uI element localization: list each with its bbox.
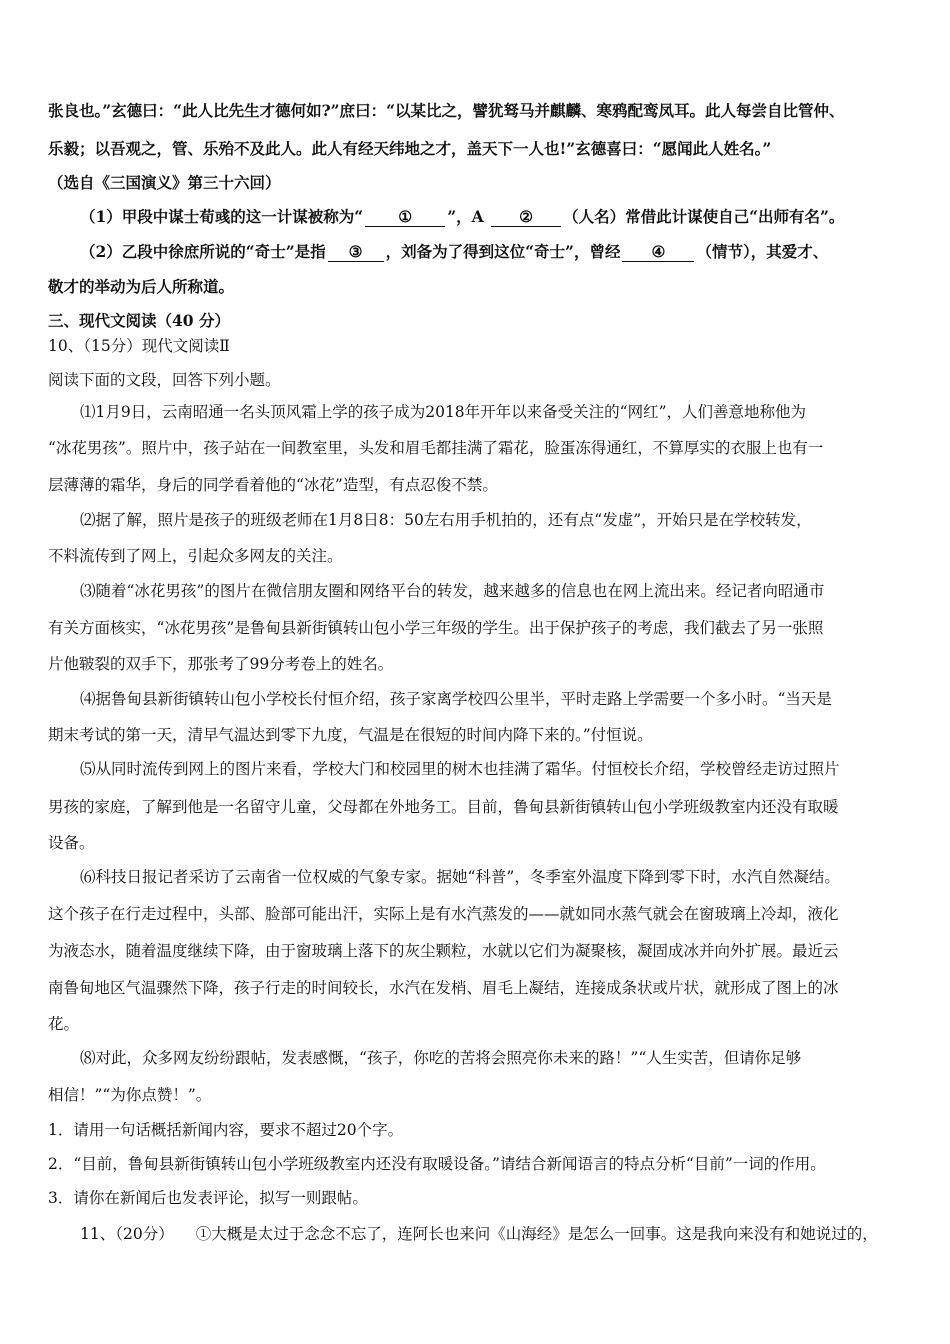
q1-text-c: （人名）常借此计谋使自己“出师有名”。	[563, 207, 845, 226]
paragraph-1-line: “冰花男孩”。照片中，孩子站在一间教室里，头发和眉毛都挂满了霜花，脸蛋冻得通红，不算厚实的衣服上也有一	[48, 439, 824, 457]
paragraph-5-line: 男孩的家庭，了解到他是一名留守儿童，父母都在外地务工。目前，鲁甸县新街镇转山包小学班级教室内还没有取暖	[48, 798, 839, 816]
paragraph-6-line: 为液态水，随着温度继续下降，由于窗玻璃上落下的灰尘颗粒，水就以它们为凝聚核，凝固成冰并向外扩展。最近云	[48, 942, 839, 960]
q2-text-b: ，刘备为了得到这位“奇士”，曾经	[385, 242, 621, 261]
question-item: 2．“目前，鲁甸县新街镇转山包小学班级教室内还没有取暖设备。”请结合新闻语言的特点分析“目前”一词的作用。	[48, 1155, 826, 1173]
passage-line: 乐毅；以吾观之，管、乐殆不及此人。此人有经天纬地之才，盖天下一人也!”玄德喜曰：“愿闻此人姓名。”	[48, 139, 772, 158]
question-item: 3．请你在新闻后也发表评论，拟写一则跟帖。	[48, 1189, 368, 1207]
paragraph-4-line: 期末考试的第一天，清早气温达到零下九度，气温是在很短的时间内降下来的。”付恒说。	[48, 726, 653, 744]
section-heading: 三、现代文阅读（40 分）	[48, 311, 230, 330]
paragraph-3-line: ⑶随着“冰花男孩”的图片在微信朋友圈和网络平台的转发，越来越多的信息也在网上流出来。经记者向昭通市	[80, 582, 825, 600]
question-10-header: 10、（15分）现代文阅读Ⅱ	[48, 337, 230, 355]
paragraph-6-line: 南鲁甸地区气温骤然下降，孩子行走的时间较长，水汽在发梢、眉毛上凝结，连接成条状或片状，就形成了图上的冰	[48, 979, 839, 997]
paragraph-6-line: 花。	[48, 1015, 80, 1033]
paragraph-8-line: ⑻对此，众多网友纷纷跟帖，发表感慨，“孩子，你吃的苦将会照亮你未来的路！”“人生实苦，但请你足够	[80, 1049, 802, 1067]
blank-2: ②	[491, 208, 561, 227]
paragraph-3-line: 有关方面核实，“冰花男孩”是鲁甸县新街镇转山包小学三年级的学生。出于保护孩子的考虑，我们截去了另一张照	[48, 619, 824, 637]
sub-question-2-cont: 敬才的举动为后人所称道。	[48, 277, 235, 296]
blank-1: ①	[365, 208, 445, 227]
q1-text-a: （1）甲段中谋士荀彧的这一计谋被称为“	[80, 207, 364, 226]
paragraph-2-line: ⑵据了解，照片是孩子的班级老师在1月8日8：50左右用手机拍的，还有点“发虚”，开始只是在学校转发，	[80, 511, 812, 529]
paragraph-1-line: 层薄薄的霜华，身后的同学看着他的“冰花”造型，有点忍俊不禁。	[48, 476, 498, 494]
blank-3: ③	[328, 243, 384, 262]
q2-text-c: （情节），其爱才、	[696, 242, 829, 261]
paragraph-5-line: 设备。	[48, 834, 95, 852]
q1-text-b: ”，A	[447, 207, 484, 226]
paragraph-6-line: 这个孩子在行走过程中，头部、脸部可能出汗，实际上是有水汽蒸发的——就如同水蒸气就会在窗玻璃上冷却，液化	[48, 905, 839, 923]
question-11	[80, 1223, 910, 1245]
paragraph-3-line: 片他皲裂的双手下，那张考了99分考卷上的姓名。	[48, 655, 394, 673]
paragraph-1-line: ⑴1月9日，云南昭通一名头顶风霜上学的孩子成为2018年开年以来备受关注的“网红”，人们善意地称他为	[80, 403, 807, 421]
q2-text-a: （2）乙段中徐庶所说的“奇士”是指	[80, 242, 326, 261]
paragraph-2-line: 不料流传到了网上，引起众多网友的关注。	[48, 547, 343, 565]
question-11-header: 11、（20分）	[80, 1225, 174, 1243]
question-item: 1．请用一句话概括新闻内容，要求不超过20个字。	[48, 1121, 404, 1139]
passage-source: （选自《三国演义》第三十六回）	[48, 173, 281, 192]
paragraph-8-line: 相信！”“为你点赞！”。	[48, 1086, 212, 1104]
blank-4: ④	[622, 243, 694, 262]
paragraph-6-line: ⑹科技日报记者采访了云南省一位权威的气象专家。据她“科普”，冬季室外温度下降到零下时，水汽自然凝结。	[80, 868, 840, 886]
question-11-text: ①大概是太过于念念不忘了，连阿长也来问《山海经》是怎么一回事。这是我向来没有和她说过的，	[195, 1225, 878, 1243]
sub-question-2	[80, 241, 910, 263]
instruction-text: 阅读下面的文段，回答下列小题。	[48, 371, 281, 389]
sub-question-1	[80, 206, 910, 228]
paragraph-4-line: ⑷据鲁甸县新街镇转山包小学校长付恒介绍，孩子家离学校四公里半，平时走路上学需要一个多小时。“当天是	[80, 690, 832, 708]
paragraph-5-line: ⑸从同时流传到网上的图片来看，学校大门和校园里的树木也挂满了霜华。付恒校长介绍，学校曾经走访过照片	[80, 760, 840, 778]
passage-line: 张良也。”玄德曰：“此人比先生才德何如?”庶曰：“以某比之，譬犹驽马并麒麟、寒鸦配鸾凤耳。此人每尝自比管仲、	[48, 101, 845, 120]
